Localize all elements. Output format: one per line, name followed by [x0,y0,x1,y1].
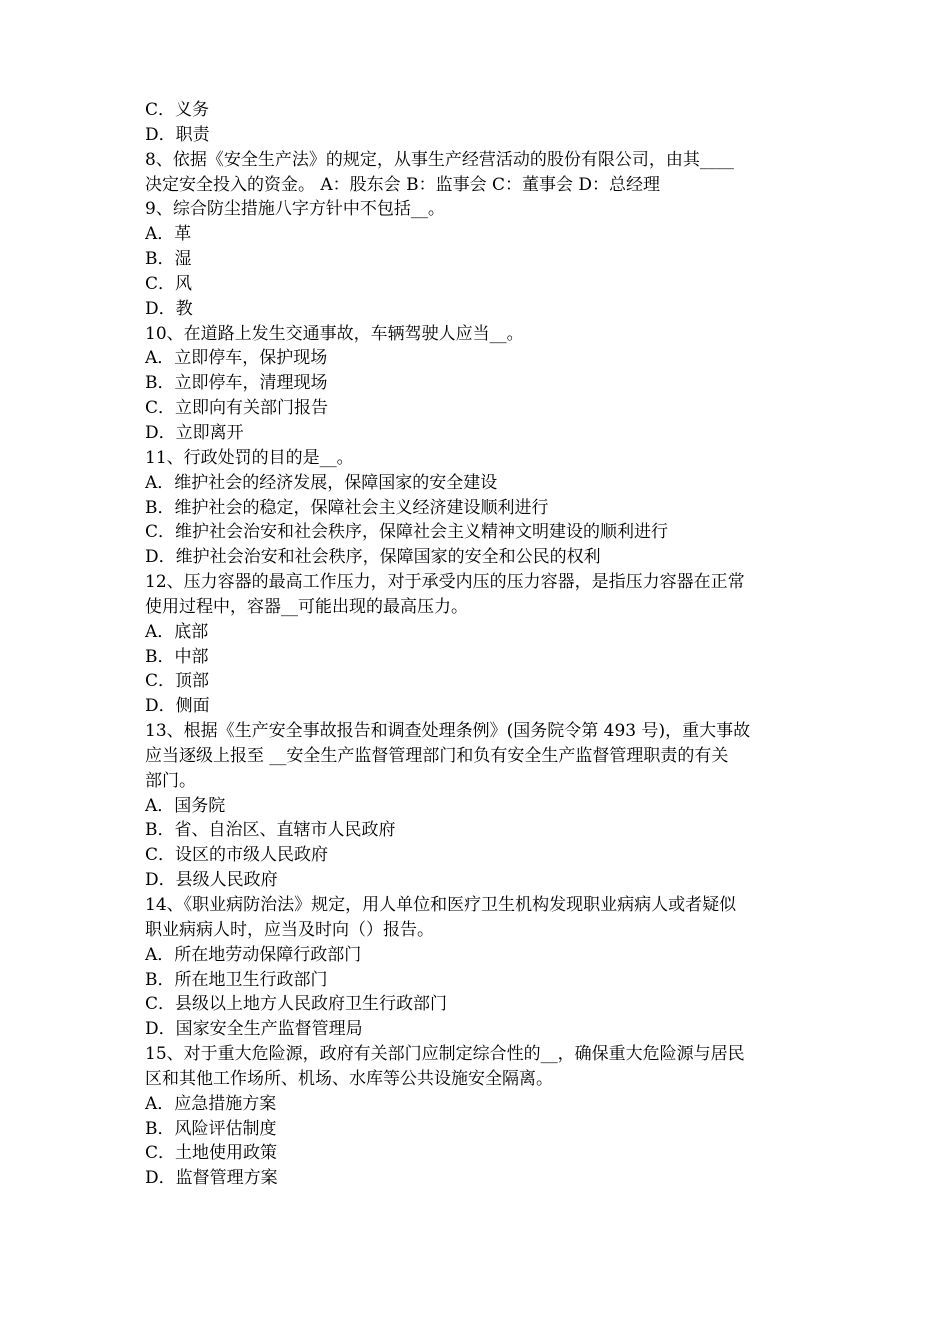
question-14-option-a: A．所在地劳动保障行政部门 [145,944,362,965]
question-14-text-line-1: 14、《职业病防治法》规定，用人单位和医疗卫生机构发现职业病病人或者疑似 [145,895,737,915]
question-15-option-c: C．土地使用政策 [145,1143,278,1164]
question-12 [145,570,810,719]
question-13 [145,719,810,893]
question-14-text-line-2: 职业病病人时，应当及时向（）报告。 [145,919,434,940]
question-10-text: 10、在道路上发生交通事故，车辆驾驶人应当__。 [145,323,524,344]
question-13-option-a: A．国务院 [145,795,226,816]
question-15-option-b: B．风险评估制度 [145,1118,277,1139]
question-14-option-c: C．县级以上地方人民政府卫生行政部门 [145,994,448,1015]
question-13-option-c: C．设区的市级人民政府 [145,845,329,866]
question-13-text-line-3: 部门。 [145,770,196,791]
question-14-option-d: D．国家安全生产监督管理局 [145,1019,363,1040]
question-11-text: 11、行政处罚的目的是__。 [145,447,354,468]
question-10-option-d: D．立即离开 [145,422,244,443]
question-13-option-d: D．县级人民政府 [145,870,278,891]
question-15-text-line-1: 15、对于重大危险源，政府有关部门应制定综合性的__，确保重大危险源与居民 [145,1044,745,1065]
question-12-option-c: C．顶部 [145,671,210,692]
question-15-text-line-2: 区和其他工作场所、机场、水库等公共设施安全隔离。 [145,1068,553,1089]
question-13-option-b: B．省、自治区、直辖市人民政府 [145,820,396,841]
option-d-line: D．职责 [145,124,210,145]
question-11-option-a: A．维护社会的经济发展，保障国家的安全建设 [145,472,498,493]
document-body [145,98,810,1191]
question-9-option-d: D．教 [145,298,193,319]
question-11-option-d: D．维护社会治安和社会秩序，保障国家的安全和公民的权利 [145,547,601,568]
question-12-text-line-2: 使用过程中，容器__可能出现的最高压力。 [145,596,468,617]
question-12-text-line-1: 12、压力容器的最高工作压力，对于承受内压的压力容器，是指压力容器在正常 [145,572,745,593]
option-c-line: C．义务 [145,100,210,120]
question-9-option-b: B．湿 [145,249,192,270]
question-8 [145,148,810,198]
question-13-text-line-2: 应当逐级上报至 __安全生产监督管理部门和负有安全生产监督管理职责的有关 [145,745,729,766]
question-10-option-c: C．立即向有关部门报告 [145,398,329,419]
question-11-option-b: B．维护社会的稳定，保障社会主义经济建设顺利进行 [145,497,549,518]
question-11 [145,446,810,570]
question-9-option-c: C．风 [145,273,193,294]
question-9-option-a: A．革 [145,224,192,245]
question-8-text-line-1: 8、依据《安全生产法》的规定，从事生产经营活动的股份有限公司，由其____ [145,149,734,170]
question-14 [145,893,810,1042]
question-9-text: 9、综合防尘措施八字方针中不包括__。 [145,199,445,220]
question-15-option-d: D．监督管理方案 [145,1168,278,1189]
question-10-option-b: B．立即停车，清理现场 [145,373,328,394]
question-10-option-a: A．立即停车，保护现场 [145,348,328,369]
question-9 [145,197,810,321]
question-15 [145,1042,810,1191]
question-12-option-b: B．中部 [145,646,209,667]
question-14-option-b: B．所在地卫生行政部门 [145,969,328,990]
question-13-text-line-1: 13、根据《生产安全事故报告和调查处理条例》(国务院令第 493 号)，重大事故 [145,721,751,742]
question-11-option-c: C．维护社会治安和社会秩序，保障社会主义精神文明建设的顺利进行 [145,522,669,543]
question-12-option-a: A．底部 [145,621,209,642]
question-12-option-d: D．侧面 [145,696,210,717]
question-8-text-line-2: 决定安全投入的资金。 A：股东会 B：监事会 C：董事会 D：总经理 [145,174,661,195]
question-10 [145,322,810,446]
question-15-option-a: A．应急措施方案 [145,1093,277,1114]
